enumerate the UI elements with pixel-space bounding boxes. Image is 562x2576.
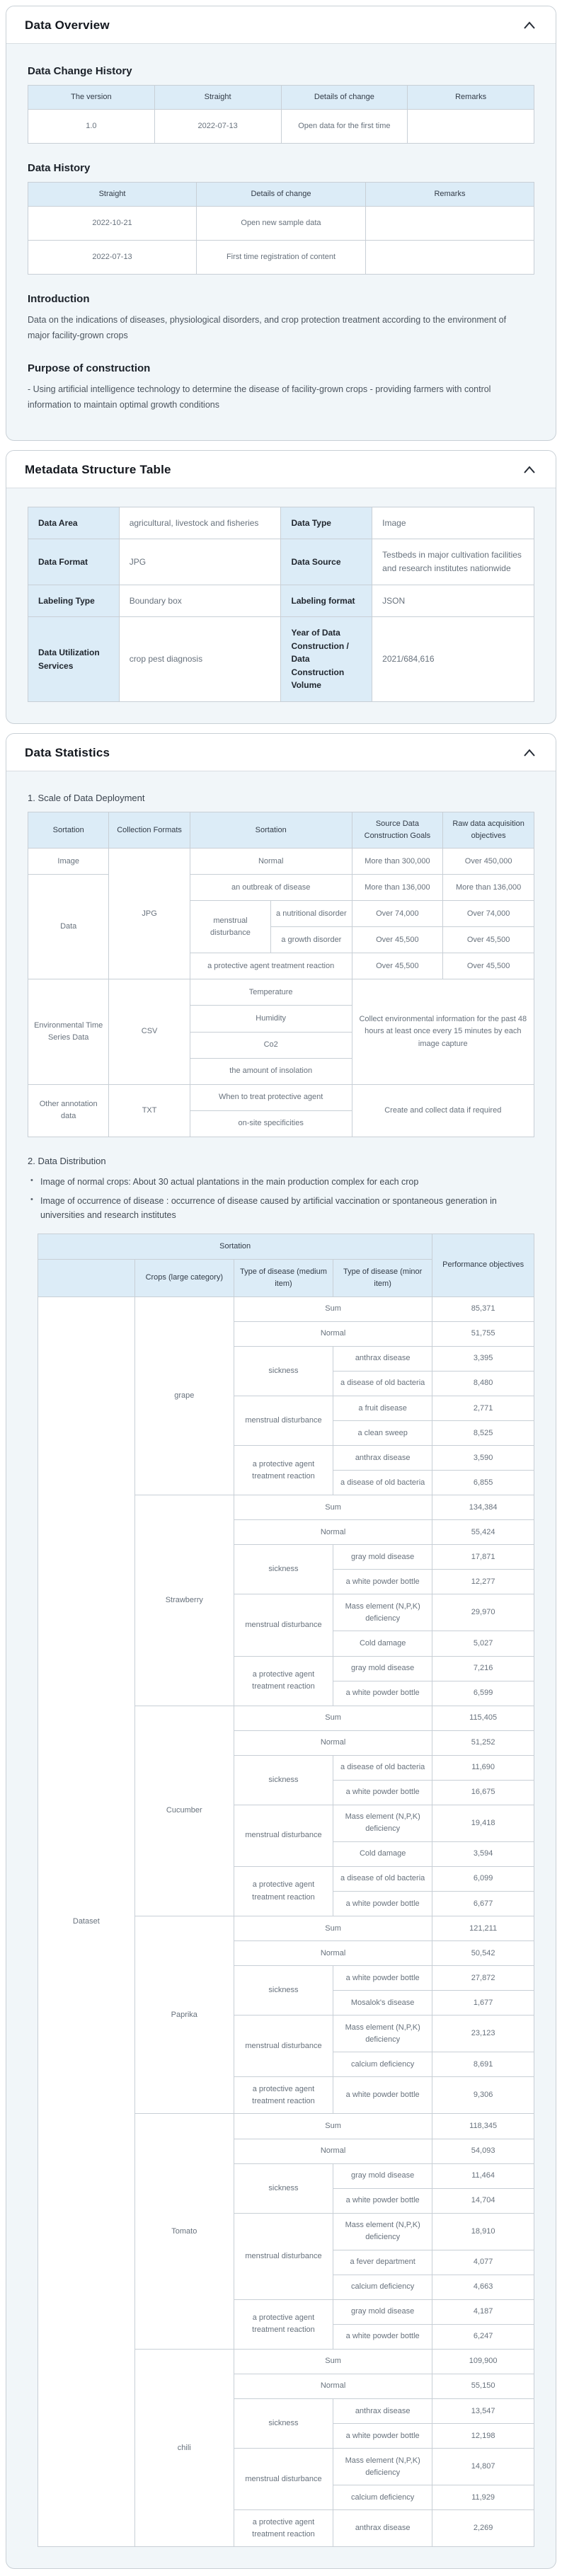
scale-table [28,812,534,1137]
table-row [28,207,534,241]
data-statistics-body [6,771,556,2568]
table-row [28,1084,534,1110]
crop-cell: Paprika [134,1916,234,2114]
metadata-key: Year of Data Construction / Data Construction Volume [281,617,372,702]
minor-cell: anthrax disease [333,2510,432,2547]
sub-sortation-cell: an outbreak of disease [190,875,352,901]
medium-cell: sickness [234,1545,333,1594]
value-cell: 12,198 [432,2424,534,2449]
sortation-cell: Data [28,875,109,979]
sub-sortation-cell: the amount of insolation [190,1058,352,1084]
medium-cell: Sum [234,1495,432,1520]
data-statistics-card-header[interactable] [6,734,556,771]
metadata-value: JPG [119,539,281,585]
sub-sortation-cell: a protective agent treatment reaction [190,953,352,979]
minor-cell: Cold damage [333,1631,432,1656]
value-cell: 8,525 [432,1421,534,1446]
raw-cell: Over 450,000 [443,849,534,875]
minor-cell: a disease of old bacteria [333,1471,432,1495]
goal-cell: More than 136,000 [352,875,443,901]
value-cell: 6,599 [432,1681,534,1706]
medium-cell: menstrual disturbance [234,2213,333,2299]
metadata-value: Testbeds in major cultivation facilities and research institutes nationwide [372,539,534,585]
value-cell: 11,464 [432,2163,534,2188]
goal-cell: Over 45,500 [352,927,443,953]
raw-cell: Over 45,500 [443,953,534,979]
value-cell: 2,269 [432,2510,534,2547]
medium-cell: menstrual disturbance [234,1805,333,1866]
medium-cell: sickness [234,1966,333,2016]
column-header: Straight [28,183,197,207]
column-header: Sortation [190,812,352,849]
medium-cell: sickness [234,1346,333,1396]
metadata-value: 2021/684,616 [372,617,534,702]
introduction-text: Data on the indications of diseases, physiological disorders, and crop protection treatment according to the environment of major facility-grown crops [28,315,507,341]
collapse-button[interactable] [522,747,537,759]
metadata-value: JSON [372,585,534,617]
metadata-key: Data Format [28,539,120,585]
minor-cell: a disease of old bacteria [333,1866,432,1891]
column-header: Straight [154,86,281,110]
value-cell: 17,871 [432,1545,534,1570]
medium-cell: menstrual disturbance [234,1396,333,1446]
metadata-value: crop pest diagnosis [119,617,281,702]
value-cell: 14,807 [432,2449,534,2485]
minor-cell: anthrax disease [333,1446,432,1471]
remarks-cell [365,241,534,275]
minor-cell: anthrax disease [333,2399,432,2424]
chevron-up-icon [523,21,536,30]
table-header-row [28,812,534,849]
data-statistics-card [6,733,556,2569]
card-title: Data Statistics [25,746,110,760]
sub-sortation-cell: When to treat protective agent [190,1084,352,1110]
column-header: The version [28,86,155,110]
column-header: Sortation [28,812,109,849]
value-cell: 8,691 [432,2052,534,2077]
minor-cell: gray mold disease [333,2163,432,2188]
medium-cell: menstrual disturbance [234,2016,333,2077]
crop-cell: Tomato [134,2114,234,2349]
metadata-body [6,488,556,723]
column-header: Performance objectives [432,1234,534,1296]
column-header: Raw data acquisition objectives [443,812,534,849]
value-cell: 18,910 [432,2213,534,2250]
column-header: Details of change [197,183,366,207]
format-cell: TXT [109,1084,190,1137]
value-cell: 3,594 [432,1841,534,1866]
card-title: Data Overview [25,18,110,32]
medium-cell: a protective agent treatment reaction [234,1656,333,1706]
table-row [28,585,534,617]
minor-cell: Mass element (N,P,K) deficiency [333,2449,432,2485]
medium-cell: sickness [234,1755,333,1805]
value-cell: 115,405 [432,1706,534,1730]
value-cell: 11,690 [432,1755,534,1780]
medium-cell: Sum [234,2349,432,2374]
raw-cell: Over 74,000 [443,901,534,927]
metadata-value: agricultural, livestock and fisheries [119,507,281,539]
metadata-key: Data Area [28,507,120,539]
value-cell: 27,872 [432,1966,534,1991]
medium-cell: a protective agent treatment reaction [234,2510,333,2547]
sortation-cell: Environmental Time Series Data [28,979,109,1084]
remarks-cell [365,207,534,241]
raw-cell: Over 45,500 [443,927,534,953]
table-row [28,110,534,144]
collapse-button[interactable] [522,464,537,476]
format-cell: CSV [109,979,190,1084]
minor-cell: a white powder bottle [333,2424,432,2449]
minor-cell: a white powder bottle [333,1570,432,1594]
medium-cell: Sum [234,2114,432,2139]
minor-cell: gray mold disease [333,1545,432,1570]
sub-sortation-cell: Normal [190,849,352,875]
medium-cell: a protective agent treatment reaction [234,1866,333,1916]
column-header: Source Data Construction Goals [352,812,443,849]
minor-cell: calcium deficiency [333,2485,432,2510]
minor-cell: anthrax disease [333,1346,432,1371]
value-cell: 1,677 [432,1991,534,2016]
minor-cell: Cold damage [333,1841,432,1866]
table-row [28,849,534,875]
sub-sortation-cell: Temperature [190,979,352,1006]
minor-cell: Mass element (N,P,K) deficiency [333,1805,432,1841]
minor-cell: a white powder bottle [333,2188,432,2213]
section-heading: Data History [28,162,91,175]
value-cell: 11,929 [432,2485,534,2510]
collapse-button[interactable] [522,20,537,31]
minor-cell: a white powder bottle [333,2077,432,2114]
value-cell: 6,677 [432,1892,534,1916]
crop-cell: chili [134,2349,234,2546]
column-header: Type of disease (medium item) [234,1259,333,1296]
bullet-item: • Image of occurrence of disease : occurrence of disease caused by artificial vaccination or spontaneous generation in universities and research institutes [30,1194,534,1222]
table-row [28,241,534,275]
minor-sortation-cell: a growth disorder [271,927,352,953]
value-cell: 54,093 [432,2139,534,2163]
note-cell: Collect environmental information for the past 48 hours at least once every 15 minutes by each image capture [352,979,534,1084]
sub-sortation-cell: Humidity [190,1006,352,1032]
value-cell: 5,027 [432,1631,534,1656]
distribution-notes [28,1175,534,1222]
scale-heading: 1. Scale of Data Deployment [28,793,145,804]
crop-cell: grape [134,1296,234,1495]
minor-cell: Mass element (N,P,K) deficiency [333,2016,432,2052]
table-row [28,539,534,585]
details-cell: Open new sample data [197,207,366,241]
minor-cell: Mass element (N,P,K) deficiency [333,1594,432,1631]
metadata-value: Boundary box [119,585,281,617]
value-cell: 51,755 [432,1321,534,1346]
minor-cell: a white powder bottle [333,1681,432,1706]
value-cell: 9,306 [432,2077,534,2114]
minor-cell: a fruit disease [333,1396,432,1421]
metadata-key: Data Source [281,539,372,585]
value-cell: 50,542 [432,1941,534,1966]
value-cell: 121,211 [432,1916,534,1941]
value-cell: 13,547 [432,2399,534,2424]
minor-cell: Mosalok's disease [333,1991,432,2016]
value-cell: 3,395 [432,1346,534,1371]
distribution-heading: 2. Data Distribution [28,1155,106,1166]
metadata-key: Labeling Type [28,585,120,617]
value-cell: 55,424 [432,1520,534,1545]
value-cell: 85,371 [432,1296,534,1321]
minor-cell: calcium deficiency [333,2052,432,2077]
minor-cell: a fever department [333,2250,432,2275]
sortation-cell: Other annotation data [28,1084,109,1137]
medium-cell: Sum [234,1296,432,1321]
value-cell: 12,277 [432,1570,534,1594]
minor-sortation-cell: a nutritional disorder [271,901,352,927]
value-cell: 7,216 [432,1656,534,1681]
medium-cell: Normal [234,1321,432,1346]
minor-cell: a white powder bottle [333,1780,432,1805]
medium-cell: Normal [234,1730,432,1755]
sub-sortation-cell: Co2 [190,1032,352,1058]
minor-cell: gray mold disease [333,1656,432,1681]
note-cell: Create and collect data if required [352,1084,534,1137]
card-title: Metadata Structure Table [25,462,171,476]
version-cell: 1.0 [28,110,155,144]
value-cell: 14,704 [432,2188,534,2213]
table-row [28,979,534,1006]
column-header: Collection Formats [109,812,190,849]
data-change-history-table [28,85,534,144]
medium-cell: menstrual disturbance [234,2449,333,2510]
value-cell: 4,663 [432,2275,534,2299]
sub-sortation-cell: menstrual disturbance [190,901,270,953]
dataset-cell: Dataset [38,1296,135,2547]
chevron-up-icon [523,749,536,757]
bullet-item: • Image of normal crops: About 30 actual plantations in the main production complex for each crop [30,1175,534,1189]
value-cell: 3,590 [432,1446,534,1471]
table-row [28,875,534,901]
data-overview-card [6,6,556,441]
column-header: Sortation [38,1234,432,1259]
table-row [28,507,534,539]
column-header: Remarks [408,86,534,110]
chevron-up-icon [523,466,536,474]
table-header-row [28,183,534,207]
metadata-key: Data Utilization Services [28,617,120,702]
metadata-value: Image [372,507,534,539]
column-header: Remarks [365,183,534,207]
minor-cell: a disease of old bacteria [333,1755,432,1780]
section-heading: Introduction [28,293,90,306]
medium-cell: Normal [234,2139,432,2163]
column-header: Crops (large category) [134,1259,234,1296]
sub-sortation-cell: on-site specificities [190,1110,352,1137]
section-heading: Data Change History [28,65,132,77]
minor-cell: Mass element (N,P,K) deficiency [333,2213,432,2250]
medium-cell: Sum [234,1706,432,1730]
value-cell: 2,771 [432,1396,534,1421]
minor-cell: a disease of old bacteria [333,1371,432,1396]
sortation-cell: Image [28,849,109,875]
table-row [28,617,534,702]
table-header-row [38,1234,534,1259]
goal-cell: More than 300,000 [352,849,443,875]
value-cell: 118,345 [432,2114,534,2139]
medium-cell: a protective agent treatment reaction [234,2077,333,2114]
minor-cell: a white powder bottle [333,2324,432,2349]
medium-cell: sickness [234,2163,333,2213]
column-header: Type of disease (minor item) [333,1259,432,1296]
medium-cell: Sum [234,1916,432,1941]
minor-cell: a white powder bottle [333,1966,432,1991]
section-heading: Purpose of construction [28,362,151,374]
medium-cell: a protective agent treatment reaction [234,2299,333,2349]
value-cell: 4,077 [432,2250,534,2275]
data-overview-body [6,44,556,440]
value-cell: 6,099 [432,1866,534,1891]
value-cell: 29,970 [432,1594,534,1631]
metadata-key: Data Type [281,507,372,539]
date-cell: 2022-10-21 [28,207,197,241]
metadata-card-header[interactable] [6,451,556,488]
minor-cell: a clean sweep [333,1421,432,1446]
goal-cell: Over 74,000 [352,901,443,927]
value-cell: 51,252 [432,1730,534,1755]
metadata-key: Labeling format [281,585,372,617]
value-cell: 23,123 [432,2016,534,2052]
value-cell: 6,247 [432,2324,534,2349]
purpose-text: - Using artificial intelligence technology to determine the disease of facility-grown crops - providing farmers with control information to maintain optimal growth conditions [28,384,491,410]
value-cell: 4,187 [432,2299,534,2324]
date-cell: 2022-07-13 [154,110,281,144]
metadata-table [28,507,534,702]
format-cell: JPG [109,849,190,979]
crop-cell: Strawberry [134,1495,234,1706]
medium-cell: a protective agent treatment reaction [234,1446,333,1495]
details-cell: First time registration of content [197,241,366,275]
value-cell: 16,675 [432,1780,534,1805]
crop-cell: Cucumber [134,1706,234,1916]
table-row [38,1296,534,1321]
minor-cell: calcium deficiency [333,2275,432,2299]
minor-cell: a white powder bottle [333,1892,432,1916]
metadata-card [6,450,556,724]
details-cell: Open data for the first time [281,110,408,144]
medium-cell: Normal [234,2374,432,2398]
column-header-empty [38,1259,135,1296]
table-header-row [28,86,534,110]
value-cell: 134,384 [432,1495,534,1520]
distribution-table [38,1234,534,2548]
value-cell: 55,150 [432,2374,534,2398]
medium-cell: sickness [234,2399,333,2449]
value-cell: 6,855 [432,1471,534,1495]
column-header: Details of change [281,86,408,110]
value-cell: 109,900 [432,2349,534,2374]
medium-cell: Normal [234,1941,432,1966]
data-history-table [28,182,534,275]
goal-cell: Over 45,500 [352,953,443,979]
medium-cell: menstrual disturbance [234,1594,333,1656]
minor-cell: gray mold disease [333,2299,432,2324]
medium-cell: Normal [234,1520,432,1545]
value-cell: 8,480 [432,1371,534,1396]
value-cell: 19,418 [432,1805,534,1841]
date-cell: 2022-07-13 [28,241,197,275]
raw-cell: More than 136,000 [443,875,534,901]
remarks-cell [408,110,534,144]
data-overview-card-header[interactable] [6,6,556,44]
